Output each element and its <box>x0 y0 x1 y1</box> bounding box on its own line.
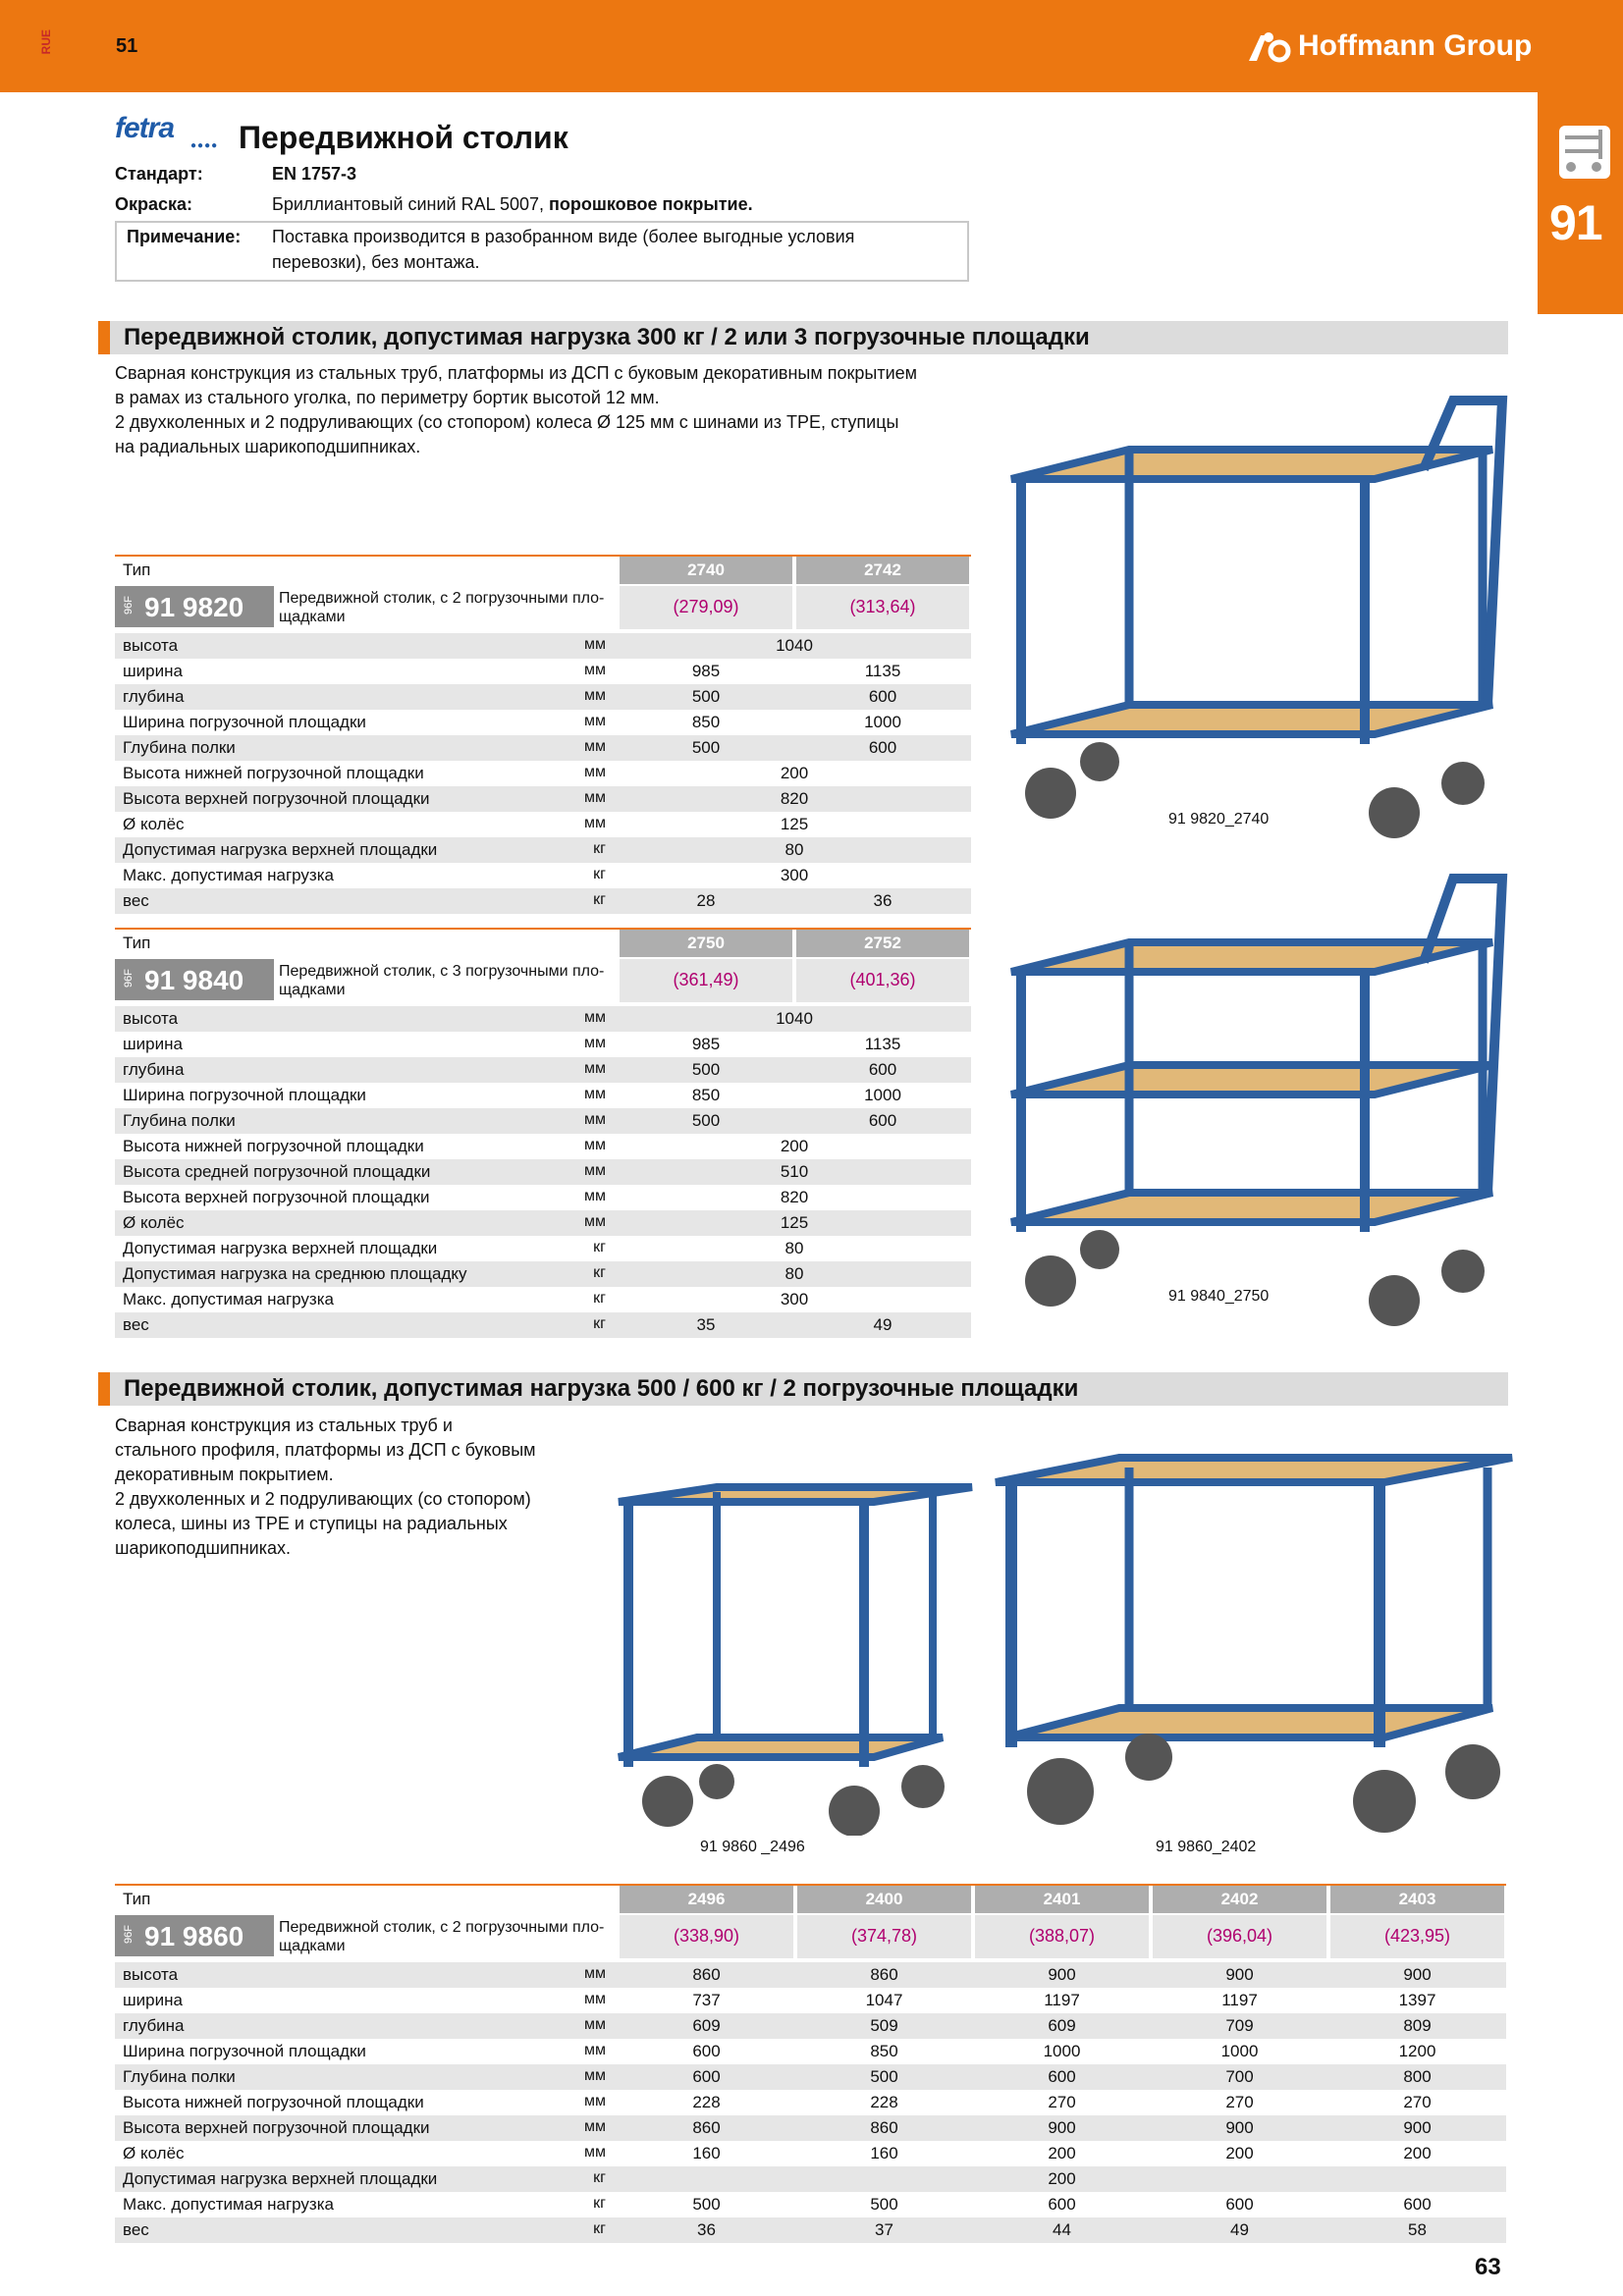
table-row <box>115 1287 971 1312</box>
row-unit: мм <box>584 1991 606 2007</box>
logo-text: Hoffmann Group <box>1298 29 1533 62</box>
table-row <box>115 659 971 684</box>
article-prefix: 96F <box>123 1925 135 1944</box>
image-caption-1: 91 9820_2740 <box>1168 811 1270 828</box>
row-unit: мм <box>584 789 606 806</box>
row-value: 1000 <box>1220 2042 1259 2060</box>
row-value: 800 <box>1403 2067 1432 2086</box>
row-value: 737 <box>692 1991 721 2009</box>
row-value: 500 <box>691 1111 721 1130</box>
paint-color: Бриллиантовый синий RAL 5007, <box>272 194 549 214</box>
row-value: 200 <box>1403 2144 1432 2163</box>
desc-line: 2 двухколенных и 2 подруливающих (со стопором) колеса Ø 125 мм с шинами из TPE, ступицы <box>115 412 899 432</box>
type-column-header: 2400 <box>797 1886 971 1913</box>
product-name-line: Передвижной столик, с 2 погрузочными пло- <box>279 1919 605 1936</box>
row-value: 500 <box>691 738 721 757</box>
row-unit: мм <box>584 2016 606 2033</box>
desc-line: колеса, шины из TPE и ступицы на радиальных <box>115 1514 508 1533</box>
table-row <box>115 2090 1506 2115</box>
hoffmann-logo-icon <box>1247 29 1292 63</box>
row-label: Глубина полки <box>123 1111 236 1130</box>
desc-line: Сварная конструкция из стальных труб и <box>115 1415 453 1435</box>
row-value: 228 <box>692 2093 721 2111</box>
section-2-title: Передвижной столик, допустимая нагрузка 500 / 600 кг / 2 погрузочные площадки <box>124 1375 1079 1402</box>
row-unit: мм <box>584 1162 606 1179</box>
type-row <box>115 557 971 582</box>
row-label: Макс. допустимая нагрузка <box>123 1290 334 1308</box>
row-value: 985 <box>691 662 721 680</box>
paint-value <box>272 194 753 215</box>
table-row <box>115 710 971 735</box>
row-label: Допустимая нагрузка верхней площадки <box>123 2169 438 2188</box>
row-value-merged: 300 <box>780 866 809 884</box>
page-number-bottom: 63 <box>1475 2254 1501 2280</box>
row-value: 850 <box>870 2042 898 2060</box>
row-value: 900 <box>1403 2118 1432 2137</box>
row-value-merged: 1040 <box>776 636 813 655</box>
row-value: 1000 <box>1043 2042 1081 2060</box>
row-value: 860 <box>870 2118 898 2137</box>
table-row <box>115 1083 971 1108</box>
price-value: (388,07) <box>1028 1926 1096 1946</box>
row-unit: мм <box>584 2144 606 2161</box>
product-name-line: щадками <box>279 982 346 998</box>
row-unit: мм <box>584 1111 606 1128</box>
row-value-merged: 200 <box>780 764 809 782</box>
row-label: вес <box>123 891 149 910</box>
fetra-logo-dots: ●●●● <box>190 140 219 151</box>
row-unit: кг <box>593 2195 606 2212</box>
row-unit: мм <box>584 2118 606 2135</box>
row-value: 700 <box>1225 2067 1254 2086</box>
row-unit: кг <box>593 2169 606 2186</box>
row-label: Допустимая нагрузка на среднюю площадку <box>123 1264 467 1283</box>
row-label: ширина <box>123 1035 183 1053</box>
row-label: Макс. допустимая нагрузка <box>123 866 334 884</box>
row-value: 809 <box>1403 2016 1432 2035</box>
type-column-header: 2496 <box>620 1886 793 1913</box>
price-value: (338,90) <box>673 1926 740 1946</box>
row-label: Ø колёс <box>123 2144 185 2163</box>
row-value: 850 <box>691 1086 721 1104</box>
trolley-small-image <box>609 1472 982 1836</box>
row-value: 509 <box>870 2016 898 2035</box>
row-value: 860 <box>692 1965 721 1984</box>
row-unit: мм <box>584 1086 606 1102</box>
standard-value: EN 1757-3 <box>272 164 357 184</box>
image-caption-3: 91 9860 _2496 <box>700 1839 805 1855</box>
table-row <box>115 1134 971 1159</box>
row-value: 1135 <box>864 1035 901 1053</box>
row-value-merged: 200 <box>1048 2169 1076 2188</box>
row-unit: мм <box>584 1188 606 1204</box>
row-value: 860 <box>870 1965 898 1984</box>
table-row <box>115 2192 1506 2217</box>
paint-label: Окраска: <box>115 194 193 214</box>
row-value: 1197 <box>1044 1991 1080 2009</box>
table-row <box>115 888 971 914</box>
article-code-box <box>115 1915 274 1956</box>
row-label: Макс. допустимая нагрузка <box>123 2195 334 2214</box>
table-row <box>115 1988 1506 2013</box>
row-unit: мм <box>584 687 606 704</box>
section-2-header <box>98 1372 1508 1406</box>
table-row <box>115 812 971 837</box>
row-unit: мм <box>584 815 606 831</box>
row-unit: мм <box>584 1035 606 1051</box>
trolley-2-shelves-image <box>992 391 1512 862</box>
desc-line: стального профиля, платформы из ДСП с буковым <box>115 1440 536 1460</box>
row-unit: мм <box>584 662 606 678</box>
row-value: 37 <box>875 2220 893 2239</box>
row-unit: мм <box>584 2067 606 2084</box>
row-label: Высота нижней погрузочной площадки <box>123 1137 424 1155</box>
row-label: Ø колёс <box>123 1213 185 1232</box>
table-row <box>115 1236 971 1261</box>
row-label: Высота нижней погрузочной площадки <box>123 764 424 782</box>
row-unit: кг <box>593 2220 606 2237</box>
table-row <box>115 684 971 710</box>
row-value: 600 <box>868 1060 897 1079</box>
row-value: 49 <box>873 1315 893 1334</box>
row-label: Ширина погрузочной площадки <box>123 1086 366 1104</box>
section-2-description <box>115 1414 536 1561</box>
article-code-box <box>115 586 274 627</box>
trolley-3-shelves-image <box>992 864 1512 1335</box>
image-caption-2: 91 9840_2750 <box>1168 1288 1270 1305</box>
row-value: 900 <box>1403 1965 1432 1984</box>
row-label: Допустимая нагрузка верхней площадки <box>123 840 438 859</box>
note-line-1: Поставка производится в разобранном виде (более выгодные условия <box>272 227 855 246</box>
image-caption-4: 91 9860_2402 <box>1156 1839 1257 1855</box>
row-value-merged: 80 <box>784 1264 804 1283</box>
row-value: 1047 <box>865 1991 903 2009</box>
row-label: высота <box>123 1965 179 1984</box>
row-label: Глубина полки <box>123 738 236 757</box>
table-row <box>115 2166 1506 2192</box>
note-line-2: перевозки), без монтажа. <box>272 252 480 272</box>
table-row <box>115 2217 1506 2243</box>
row-value: 600 <box>692 2042 721 2060</box>
row-value: 58 <box>1408 2220 1427 2239</box>
row-unit: мм <box>584 1009 606 1026</box>
page-number-top: 51 <box>116 35 138 57</box>
table-row <box>115 1312 971 1338</box>
table-row <box>115 2064 1506 2090</box>
type-column-header: 2742 <box>796 557 969 584</box>
row-unit: кг <box>593 866 606 882</box>
page-title: Передвижной столик <box>239 120 568 155</box>
type-label: Тип <box>123 934 151 952</box>
section-1-header <box>98 321 1508 354</box>
row-value: 600 <box>692 2067 721 2086</box>
row-label: глубина <box>123 1060 185 1079</box>
type-column-header: 2750 <box>620 930 792 957</box>
row-value-merged: 125 <box>780 1213 809 1232</box>
row-value: 600 <box>868 687 897 706</box>
row-label: ширина <box>123 1991 183 2009</box>
table-row <box>115 786 971 812</box>
row-label: Высота верхней погрузочной площадки <box>123 789 430 808</box>
row-value-merged: 80 <box>784 840 804 859</box>
chapter-number: 91 <box>1549 195 1602 250</box>
type-row <box>115 930 971 955</box>
row-value: 860 <box>692 2118 721 2137</box>
row-value: 228 <box>870 2093 898 2111</box>
row-value-merged: 510 <box>780 1162 809 1181</box>
row-value: 200 <box>1225 2144 1254 2163</box>
row-unit: мм <box>584 636 606 653</box>
row-label: Высота верхней погрузочной площадки <box>123 2118 430 2137</box>
product-name <box>279 962 604 999</box>
row-unit: кг <box>593 891 606 908</box>
row-value: 600 <box>1225 2195 1254 2214</box>
row-value: 1397 <box>1398 1991 1436 2009</box>
row-label: высота <box>123 636 179 655</box>
row-value: 44 <box>1053 2220 1071 2239</box>
row-unit: кг <box>593 1315 606 1332</box>
row-value-merged: 300 <box>780 1290 809 1308</box>
row-value: 36 <box>697 2220 716 2239</box>
row-unit: мм <box>584 1213 606 1230</box>
paint-coating: порошковое покрытие. <box>549 194 753 214</box>
row-value: 900 <box>1048 2118 1076 2137</box>
table-row <box>115 633 971 659</box>
type-row <box>115 1886 1506 1911</box>
row-value: 1000 <box>864 713 901 731</box>
type-column-header: 2740 <box>620 557 792 584</box>
row-value: 600 <box>1403 2195 1432 2214</box>
row-unit: кг <box>593 840 606 857</box>
row-value: 49 <box>1230 2220 1249 2239</box>
row-value: 270 <box>1225 2093 1254 2111</box>
row-value: 1200 <box>1398 2042 1436 2060</box>
row-value-merged: 1040 <box>776 1009 813 1028</box>
desc-line: в рамах из стального уголка, по периметру бортик высотой 12 мм. <box>115 388 660 407</box>
section-1-title: Передвижной столик, допустимая нагрузка 300 кг / 2 или 3 погрузочные площадки <box>124 324 1090 350</box>
desc-line: шарикоподшипниках. <box>115 1538 291 1558</box>
row-label: Допустимая нагрузка верхней площадки <box>123 1239 438 1257</box>
table-row <box>115 1006 971 1032</box>
table-row <box>115 1185 971 1210</box>
row-value: 600 <box>1048 2195 1076 2214</box>
table-row <box>115 1210 971 1236</box>
article-prefix: 96F <box>123 596 135 614</box>
price-value: (423,95) <box>1383 1926 1451 1946</box>
product-name <box>279 1918 604 1955</box>
trolley-icon <box>1557 124 1612 181</box>
row-label: Высота нижней погрузочной площадки <box>123 2093 424 2111</box>
row-value: 1135 <box>864 662 901 680</box>
trolley-large-image <box>992 1443 1522 1836</box>
row-value-merged: 200 <box>780 1137 809 1155</box>
type-column-header: 2403 <box>1330 1886 1504 1913</box>
table-row <box>115 735 971 761</box>
row-value: 160 <box>870 2144 898 2163</box>
row-label: высота <box>123 1009 179 1028</box>
table-row <box>115 837 971 863</box>
row-value: 35 <box>696 1315 716 1334</box>
row-value: 985 <box>691 1035 721 1053</box>
table-row <box>115 1159 971 1185</box>
row-value: 500 <box>691 1060 721 1079</box>
row-value-merged: 125 <box>780 815 809 833</box>
table-row <box>115 1962 1506 1988</box>
table-row <box>115 1261 971 1287</box>
row-unit: мм <box>584 2093 606 2109</box>
row-value: 500 <box>691 687 721 706</box>
row-unit: мм <box>584 738 606 755</box>
type-label: Тип <box>123 561 151 579</box>
price-value: (396,04) <box>1206 1926 1273 1946</box>
row-value: 200 <box>1048 2144 1076 2163</box>
row-value-merged: 820 <box>780 789 809 808</box>
product-name <box>279 589 604 626</box>
section-marker <box>98 1372 110 1406</box>
row-value: 500 <box>870 2195 898 2214</box>
row-value: 900 <box>1225 2118 1254 2137</box>
row-value: 160 <box>692 2144 721 2163</box>
desc-line: декоративным покрытием. <box>115 1465 334 1484</box>
product-name-line: щадками <box>279 609 346 625</box>
table-row <box>115 2115 1506 2141</box>
article-prefix: 96F <box>123 969 135 988</box>
row-value: 1000 <box>864 1086 901 1104</box>
article-code: 91 9840 <box>144 965 244 995</box>
row-value: 28 <box>696 891 716 910</box>
article-code: 91 9860 <box>144 1921 244 1951</box>
row-label: Высота верхней погрузочной площадки <box>123 1188 430 1206</box>
row-unit: мм <box>584 1060 606 1077</box>
desc-line: на радиальных шарикоподшипниках. <box>115 437 421 456</box>
row-label: глубина <box>123 2016 185 2035</box>
language-code: RUE <box>39 29 53 55</box>
row-label: Ø колёс <box>123 815 185 833</box>
row-value: 500 <box>870 2067 898 2086</box>
type-column-header: 2402 <box>1153 1886 1326 1913</box>
row-value: 900 <box>1225 1965 1254 1984</box>
desc-line: 2 двухколенных и 2 подруливающих (со стопором) <box>115 1489 531 1509</box>
row-label: вес <box>123 2220 149 2239</box>
row-label: ширина <box>123 662 183 680</box>
type-column-header: 2752 <box>796 930 969 957</box>
section-marker <box>98 321 110 354</box>
table-row <box>115 2039 1506 2064</box>
row-label: Ширина погрузочной площадки <box>123 713 366 731</box>
note-label: Примечание: <box>127 227 242 246</box>
row-value: 270 <box>1048 2093 1076 2111</box>
price-value: (279,09) <box>673 597 739 616</box>
price-value: (361,49) <box>673 970 739 989</box>
fetra-logo: fetra <box>115 112 175 144</box>
hoffmann-logo <box>1247 29 1532 63</box>
standard-label: Стандарт: <box>115 164 203 184</box>
row-label: Ширина погрузочной площадки <box>123 2042 366 2060</box>
row-value: 609 <box>1048 2016 1076 2035</box>
row-unit: мм <box>584 1965 606 1982</box>
row-value: 1197 <box>1221 1991 1258 2009</box>
row-value-merged: 80 <box>784 1239 804 1257</box>
row-value: 270 <box>1403 2093 1432 2111</box>
row-unit: мм <box>584 1137 606 1153</box>
desc-line: Сварная конструкция из стальных труб, платформы из ДСП с буковым декоративным покрытием <box>115 363 918 383</box>
row-label: глубина <box>123 687 185 706</box>
row-unit: мм <box>584 713 606 729</box>
row-value: 600 <box>868 738 897 757</box>
type-label: Тип <box>123 1890 151 1908</box>
row-label: Глубина полки <box>123 2067 236 2086</box>
row-value: 609 <box>692 2016 721 2035</box>
price-value: (401,36) <box>849 970 916 989</box>
price-value: (374,78) <box>850 1926 918 1946</box>
row-value: 850 <box>691 713 721 731</box>
product-name-line: Передвижной столик, с 3 погрузочными пло- <box>279 963 605 980</box>
row-value: 36 <box>873 891 893 910</box>
row-value: 900 <box>1048 1965 1076 1984</box>
table-row <box>115 2141 1506 2166</box>
table-row <box>115 1057 971 1083</box>
row-unit: кг <box>593 1264 606 1281</box>
table-row <box>115 863 971 888</box>
row-value: 600 <box>868 1111 897 1130</box>
table-row <box>115 2013 1506 2039</box>
table-row <box>115 1032 971 1057</box>
row-value: 600 <box>1048 2067 1076 2086</box>
section-1-description <box>115 361 917 459</box>
product-name-line: Передвижной столик, с 2 погрузочными пло- <box>279 590 605 607</box>
article-code: 91 9820 <box>144 592 244 622</box>
row-unit: мм <box>584 764 606 780</box>
row-value: 709 <box>1225 2016 1254 2035</box>
table-row <box>115 1108 971 1134</box>
product-name-line: щадками <box>279 1938 346 1954</box>
price-value: (313,64) <box>849 597 916 616</box>
row-label: вес <box>123 1315 149 1334</box>
row-label: Высота средней погрузочной площадки <box>123 1162 431 1181</box>
row-unit: мм <box>584 2042 606 2058</box>
row-value: 500 <box>692 2195 721 2214</box>
row-unit: кг <box>593 1239 606 1255</box>
table-row <box>115 761 971 786</box>
row-unit: кг <box>593 1290 606 1307</box>
type-column-header: 2401 <box>975 1886 1149 1913</box>
article-code-box <box>115 959 274 1000</box>
row-value-merged: 820 <box>780 1188 809 1206</box>
